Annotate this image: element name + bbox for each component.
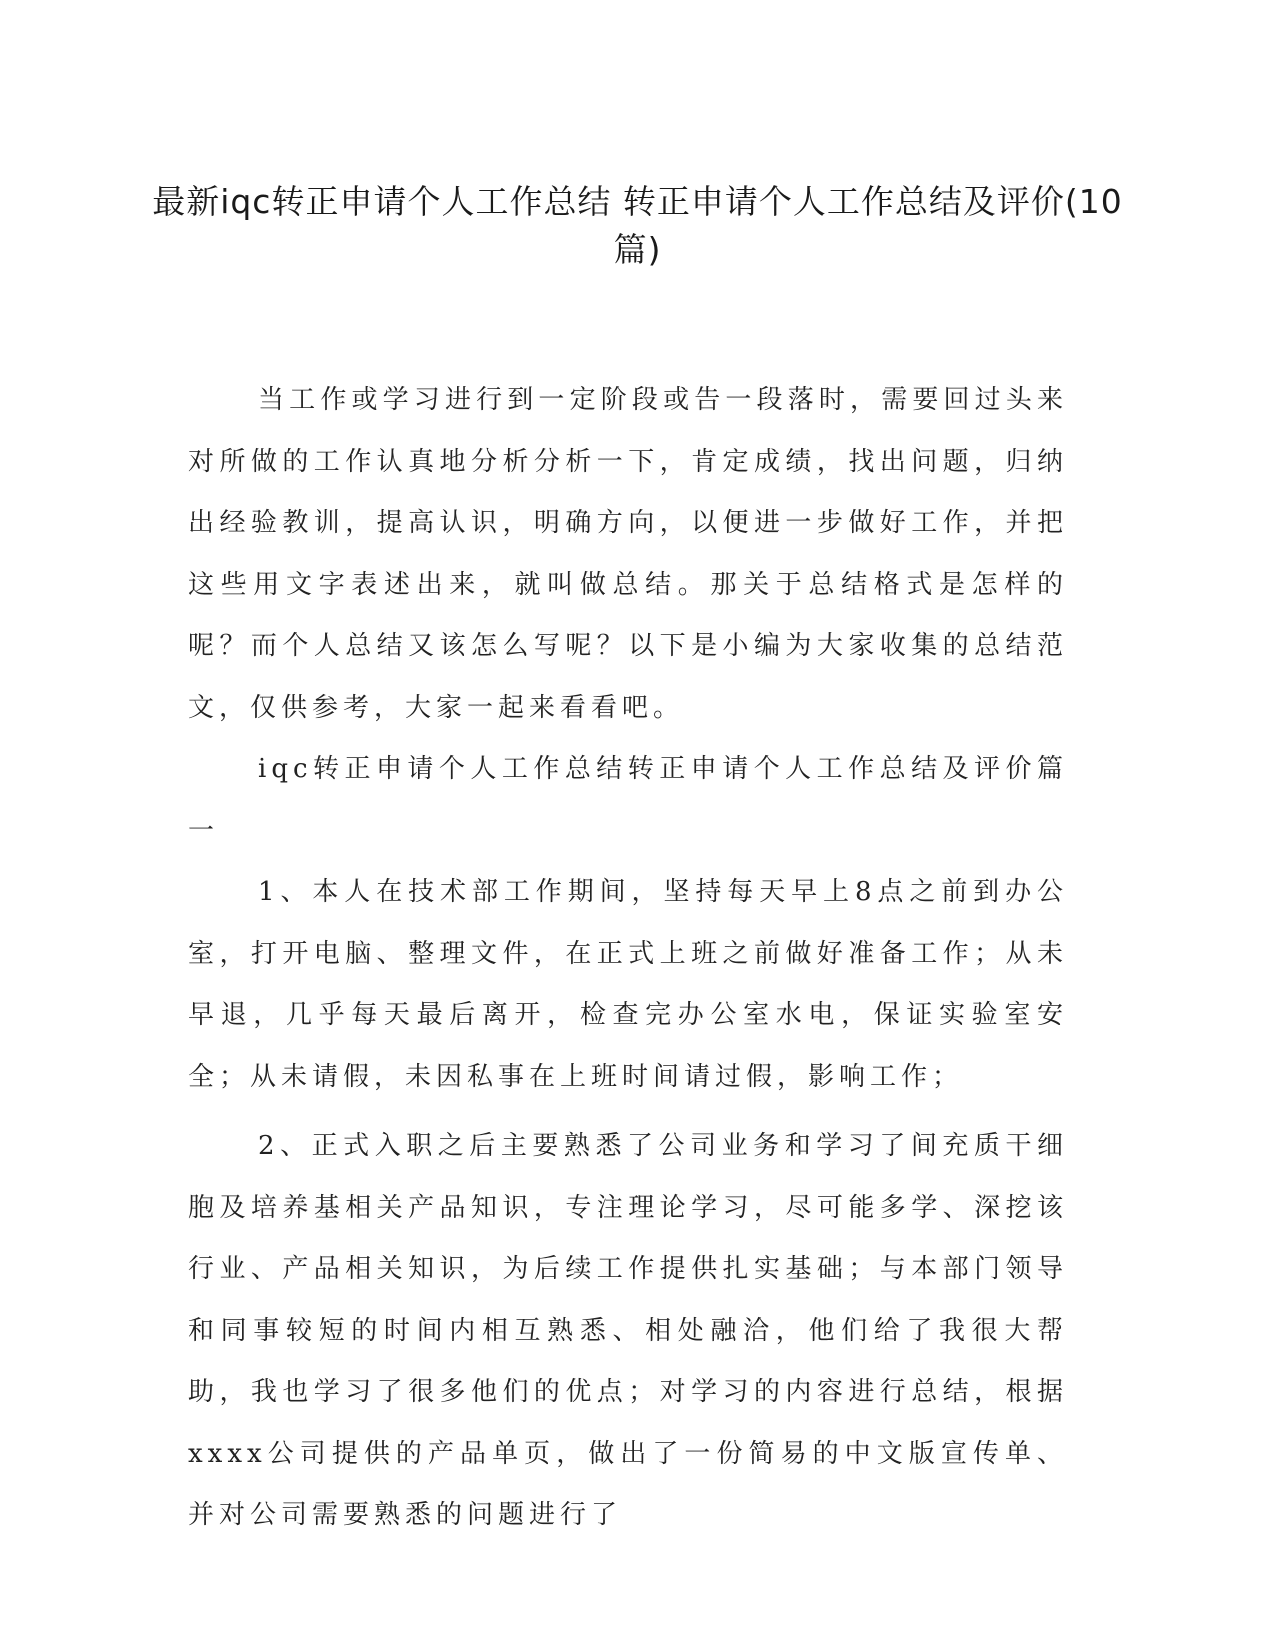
paragraph-point-1: 1、本人在技术部工作期间，坚持每天早上8点之前到办公室，打开电脑、整理文件，在正式上班之前做好准备工作；从未早退，几乎每天最后离开，检查完办公室水电，保证实验室安全；从未请假，未因私事在上班时间请过假，影响工作；: [188, 877, 1068, 1092]
paragraph-point-2: 2、正式入职之后主要熟悉了公司业务和学习了间充质干细胞及培养基相关产品知识，专注理论学习，尽可能多学、深挖该行业、产品相关知识，为后续工作提供扎实基础；与本部门领导和同事较短的时间内相互熟悉、相处融洽，他们给了我很大帮助，我也学习了很多他们的优点；对学习的内容进行总结，根据xxxx公司提供的产品单页，做出了一份简易的中文版宣传单、并对公司需要熟悉的问题进行了: [188, 1131, 1068, 1530]
document-title: 最新iqc转正申请个人工作总结 转正申请个人工作总结及评价(10篇): [152, 182, 1123, 269]
document-body: [188, 370, 1068, 1547]
section-heading: iqc转正申请个人工作总结转正申请个人工作总结及评价篇一: [188, 754, 1068, 846]
intro-paragraph: 当工作或学习进行到一定阶段或告一段落时，需要回过头来对所做的工作认真地分析分析一下，肯定成绩，找出问题，归纳出经验教训，提高认识，明确方向，以便进一步做好工作，并把这些用文字表述出来，就叫做总结。那关于总结格式是怎样的呢？而个人总结又该怎么写呢？以下是小编为大家收集的总结范文，仅供参考，大家一起来看看吧。: [188, 385, 1068, 723]
